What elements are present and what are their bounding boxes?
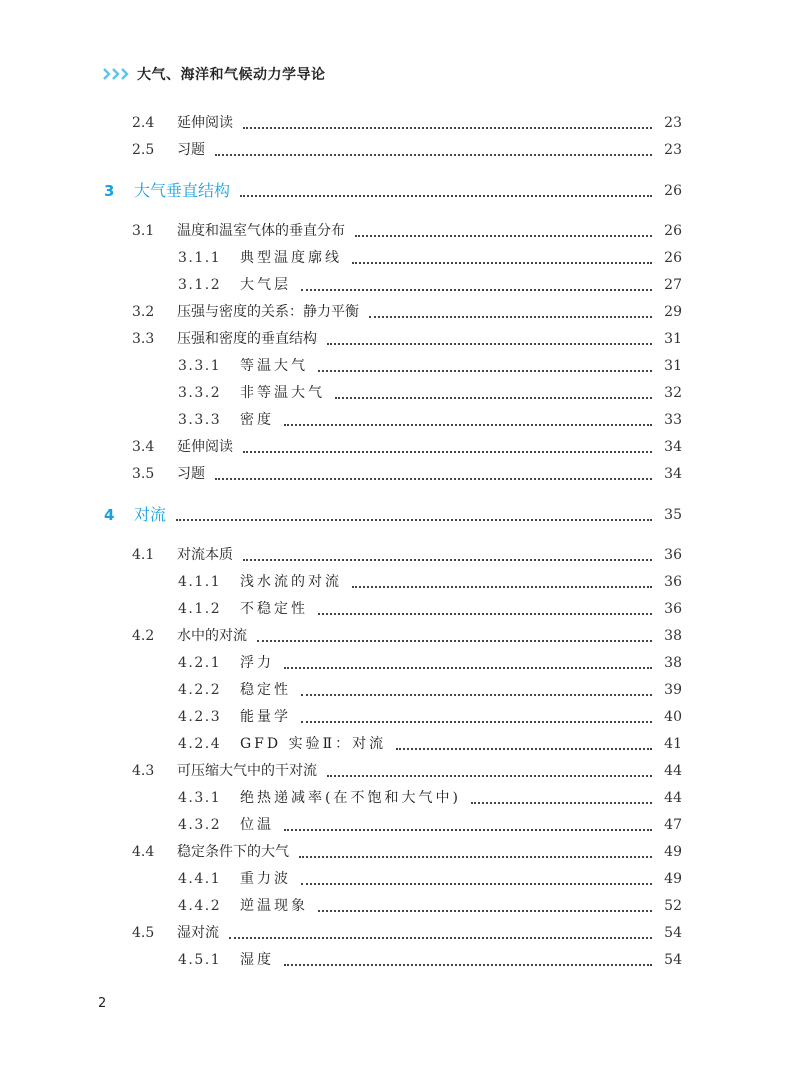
toc-dot-leader xyxy=(243,127,652,129)
toc-entry-title: 习题 xyxy=(177,137,205,163)
toc-dot-leader xyxy=(284,829,652,831)
toc-entry-page: 32 xyxy=(664,385,682,401)
toc-entry-number: 4.4 xyxy=(132,844,155,860)
toc-entry-number: 4 xyxy=(104,506,115,524)
toc-entry[interactable] xyxy=(0,623,799,649)
toc-entry-number: 3.1 xyxy=(132,223,155,239)
toc-entry[interactable] xyxy=(0,758,799,784)
toc-entry-number: 4.2.4 xyxy=(178,736,222,752)
toc-entry-number: 3.2 xyxy=(132,304,155,320)
toc-entry-page: 23 xyxy=(664,115,682,131)
toc-entry[interactable] xyxy=(0,650,799,676)
toc-entry-page: 54 xyxy=(664,952,682,968)
toc-entry-page: 38 xyxy=(664,655,682,671)
toc-dot-leader xyxy=(301,721,652,723)
toc-entry-number: 3.3.2 xyxy=(178,385,222,401)
toc-dot-leader xyxy=(243,451,652,453)
toc-entry-title: 湿对流 xyxy=(177,920,219,946)
toc-entry-page: 36 xyxy=(664,547,682,563)
toc-entry-number: 3.1.2 xyxy=(178,277,222,293)
toc-dot-leader xyxy=(284,964,652,966)
toc-entry[interactable] xyxy=(0,245,799,271)
toc-entry-title: 延伸阅读 xyxy=(177,434,233,460)
toc-dot-leader xyxy=(229,937,652,939)
toc-entry-title: 位温 xyxy=(240,812,274,838)
toc-entry-number: 4.5.1 xyxy=(178,952,222,968)
toc-entry-number: 4.1.1 xyxy=(178,574,222,590)
book-title: 大气、海洋和气候动力学导论 xyxy=(137,67,326,83)
toc-entry-title: 对流 xyxy=(134,502,166,528)
page-number: 2 xyxy=(98,996,107,1011)
toc-dot-leader xyxy=(318,613,652,615)
toc-dot-leader xyxy=(335,397,652,399)
toc-entry-page: 36 xyxy=(664,574,682,590)
toc-entry[interactable] xyxy=(0,893,799,919)
toc-entry-title: 稳定性 xyxy=(240,677,291,703)
toc-entry[interactable] xyxy=(0,326,799,352)
toc-entry-title: 典型温度廓线 xyxy=(240,245,342,271)
toc-entry-title: 湿度 xyxy=(240,947,274,973)
toc-entry-page: 47 xyxy=(664,817,682,833)
toc-entry-title: 对流本质 xyxy=(177,542,233,568)
toc-entry[interactable] xyxy=(0,704,799,730)
toc-entry-title: 重力波 xyxy=(240,866,291,892)
toc-entry[interactable] xyxy=(0,785,799,811)
toc-entry-number: 4.3.1 xyxy=(178,790,222,806)
toc-entry-page: 49 xyxy=(664,844,682,860)
toc-entry-number: 4.3 xyxy=(132,763,155,779)
toc-entry-title: 可压缩大气中的干对流 xyxy=(177,758,317,784)
toc-entry-title: 压强与密度的关系：静力平衡 xyxy=(177,299,359,325)
toc-entry[interactable] xyxy=(0,299,799,325)
toc-entry-page: 29 xyxy=(664,304,682,320)
toc-dot-leader xyxy=(352,262,652,264)
toc-entry[interactable] xyxy=(0,110,799,136)
toc-entry-title: GFD 实验Ⅱ：对流 xyxy=(240,731,386,757)
toc-entry-page: 54 xyxy=(664,925,682,941)
toc-entry[interactable] xyxy=(0,502,799,528)
toc-entry[interactable] xyxy=(0,596,799,622)
toc-dot-leader xyxy=(240,195,652,197)
toc-entry[interactable] xyxy=(0,866,799,892)
toc-entry-number: 4.1 xyxy=(132,547,155,563)
toc-dot-leader xyxy=(369,316,652,318)
toc-entry-page: 26 xyxy=(664,183,682,199)
toc-entry-title: 温度和温室气体的垂直分布 xyxy=(177,218,345,244)
toc-dot-leader xyxy=(352,586,652,588)
toc-entry[interactable] xyxy=(0,677,799,703)
toc-entry-page: 34 xyxy=(664,466,682,482)
toc-entry[interactable] xyxy=(0,569,799,595)
toc-entry-page: 52 xyxy=(664,898,682,914)
toc-entry-number: 4.2.1 xyxy=(178,655,222,671)
toc-entry-page: 40 xyxy=(664,709,682,725)
toc-entry-number: 2.4 xyxy=(132,115,155,131)
toc-dot-leader xyxy=(299,856,652,858)
toc-entry-page: 26 xyxy=(664,250,682,266)
toc-entry[interactable] xyxy=(0,272,799,298)
toc-entry[interactable] xyxy=(0,812,799,838)
toc-entry-number: 4.2 xyxy=(132,628,155,644)
toc-entry-title: 能量学 xyxy=(240,704,291,730)
toc-entry-number: 4.4.2 xyxy=(178,898,222,914)
toc-dot-leader xyxy=(284,424,652,426)
toc-dot-leader xyxy=(257,640,652,642)
toc-dot-leader xyxy=(176,519,652,521)
toc-entry-title: 大气垂直结构 xyxy=(134,178,230,204)
toc-entry-page: 33 xyxy=(664,412,682,428)
toc-dot-leader xyxy=(243,559,652,561)
toc-dot-leader xyxy=(355,235,652,237)
toc-entry-title: 浅水流的对流 xyxy=(240,569,342,595)
toc-entry-page: 31 xyxy=(664,358,682,374)
toc-entry-number: 3.3 xyxy=(132,331,155,347)
toc-entry-number: 3.4 xyxy=(132,439,155,455)
toc-entry[interactable] xyxy=(0,353,799,379)
toc-entry-number: 3 xyxy=(104,182,115,200)
toc-entry-number: 3.3.3 xyxy=(178,412,222,428)
toc-dot-leader xyxy=(301,289,652,291)
toc-entry-title: 浮力 xyxy=(240,650,274,676)
toc-dot-leader xyxy=(215,154,652,156)
toc-entry-page: 27 xyxy=(664,277,682,293)
toc-dot-leader xyxy=(301,694,652,696)
toc-entry-title: 等温大气 xyxy=(240,353,308,379)
toc-entry-number: 4.2.3 xyxy=(178,709,222,725)
toc-entry-page: 38 xyxy=(664,628,682,644)
toc-entry-number: 4.5 xyxy=(132,925,155,941)
toc-entry-number: 2.5 xyxy=(132,142,155,158)
toc-entry-page: 44 xyxy=(664,790,682,806)
toc-entry-title: 压强和密度的垂直结构 xyxy=(177,326,317,352)
toc-entry-number: 3.3.1 xyxy=(178,358,222,374)
toc-dot-leader xyxy=(396,748,652,750)
toc-entry[interactable] xyxy=(0,731,799,757)
toc-entry[interactable] xyxy=(0,920,799,946)
toc-dot-leader xyxy=(327,343,652,345)
toc-entry[interactable] xyxy=(0,542,799,568)
toc-entry-title: 习题 xyxy=(177,461,205,487)
toc-entry-page: 49 xyxy=(664,871,682,887)
toc-entry[interactable] xyxy=(0,137,799,163)
toc-entry-number: 4.2.2 xyxy=(178,682,222,698)
toc-entry-page: 23 xyxy=(664,142,682,158)
toc-entry-title: 稳定条件下的大气 xyxy=(177,839,289,865)
toc-entry-title: 绝热递减率(在不饱和大气中) xyxy=(240,785,461,811)
toc-dot-leader xyxy=(327,775,652,777)
toc-dot-leader xyxy=(284,667,652,669)
toc-entry[interactable] xyxy=(0,947,799,973)
toc-dot-leader xyxy=(215,478,652,480)
toc-entry[interactable] xyxy=(0,839,799,865)
toc-entry-page: 26 xyxy=(664,223,682,239)
toc-entry-title: 不稳定性 xyxy=(240,596,308,622)
toc-entry-page: 34 xyxy=(664,439,682,455)
toc-entry-number: 3.5 xyxy=(132,466,155,482)
toc-entry-title: 逆温现象 xyxy=(240,893,308,919)
toc-entry[interactable] xyxy=(0,178,799,204)
toc-entry-number: 4.4.1 xyxy=(178,871,222,887)
toc-entry[interactable] xyxy=(0,380,799,406)
toc-entry-page: 35 xyxy=(664,507,682,523)
toc-entry-number: 3.1.1 xyxy=(178,250,222,266)
toc-dot-leader xyxy=(471,802,652,804)
toc-entry-title: 延伸阅读 xyxy=(177,110,233,136)
toc-entry-page: 36 xyxy=(664,601,682,617)
toc-entry[interactable] xyxy=(0,218,799,244)
toc-entry[interactable] xyxy=(0,461,799,487)
toc-entry-page: 39 xyxy=(664,682,682,698)
toc-entry[interactable] xyxy=(0,407,799,433)
toc-entry-title: 密度 xyxy=(240,407,274,433)
toc-entry-page: 41 xyxy=(664,736,682,752)
toc-dot-leader xyxy=(301,883,652,885)
toc-dot-leader xyxy=(318,910,652,912)
toc-entry-number: 4.3.2 xyxy=(178,817,222,833)
toc-entry-title: 大气层 xyxy=(240,272,291,298)
toc-entry[interactable] xyxy=(0,434,799,460)
toc-entry-title: 非等温大气 xyxy=(240,380,325,406)
toc-entry-number: 4.1.2 xyxy=(178,601,222,617)
toc-entry-page: 31 xyxy=(664,331,682,347)
toc-entry-page: 44 xyxy=(664,763,682,779)
toc-dot-leader xyxy=(318,370,652,372)
toc-entry-title: 水中的对流 xyxy=(177,623,247,649)
